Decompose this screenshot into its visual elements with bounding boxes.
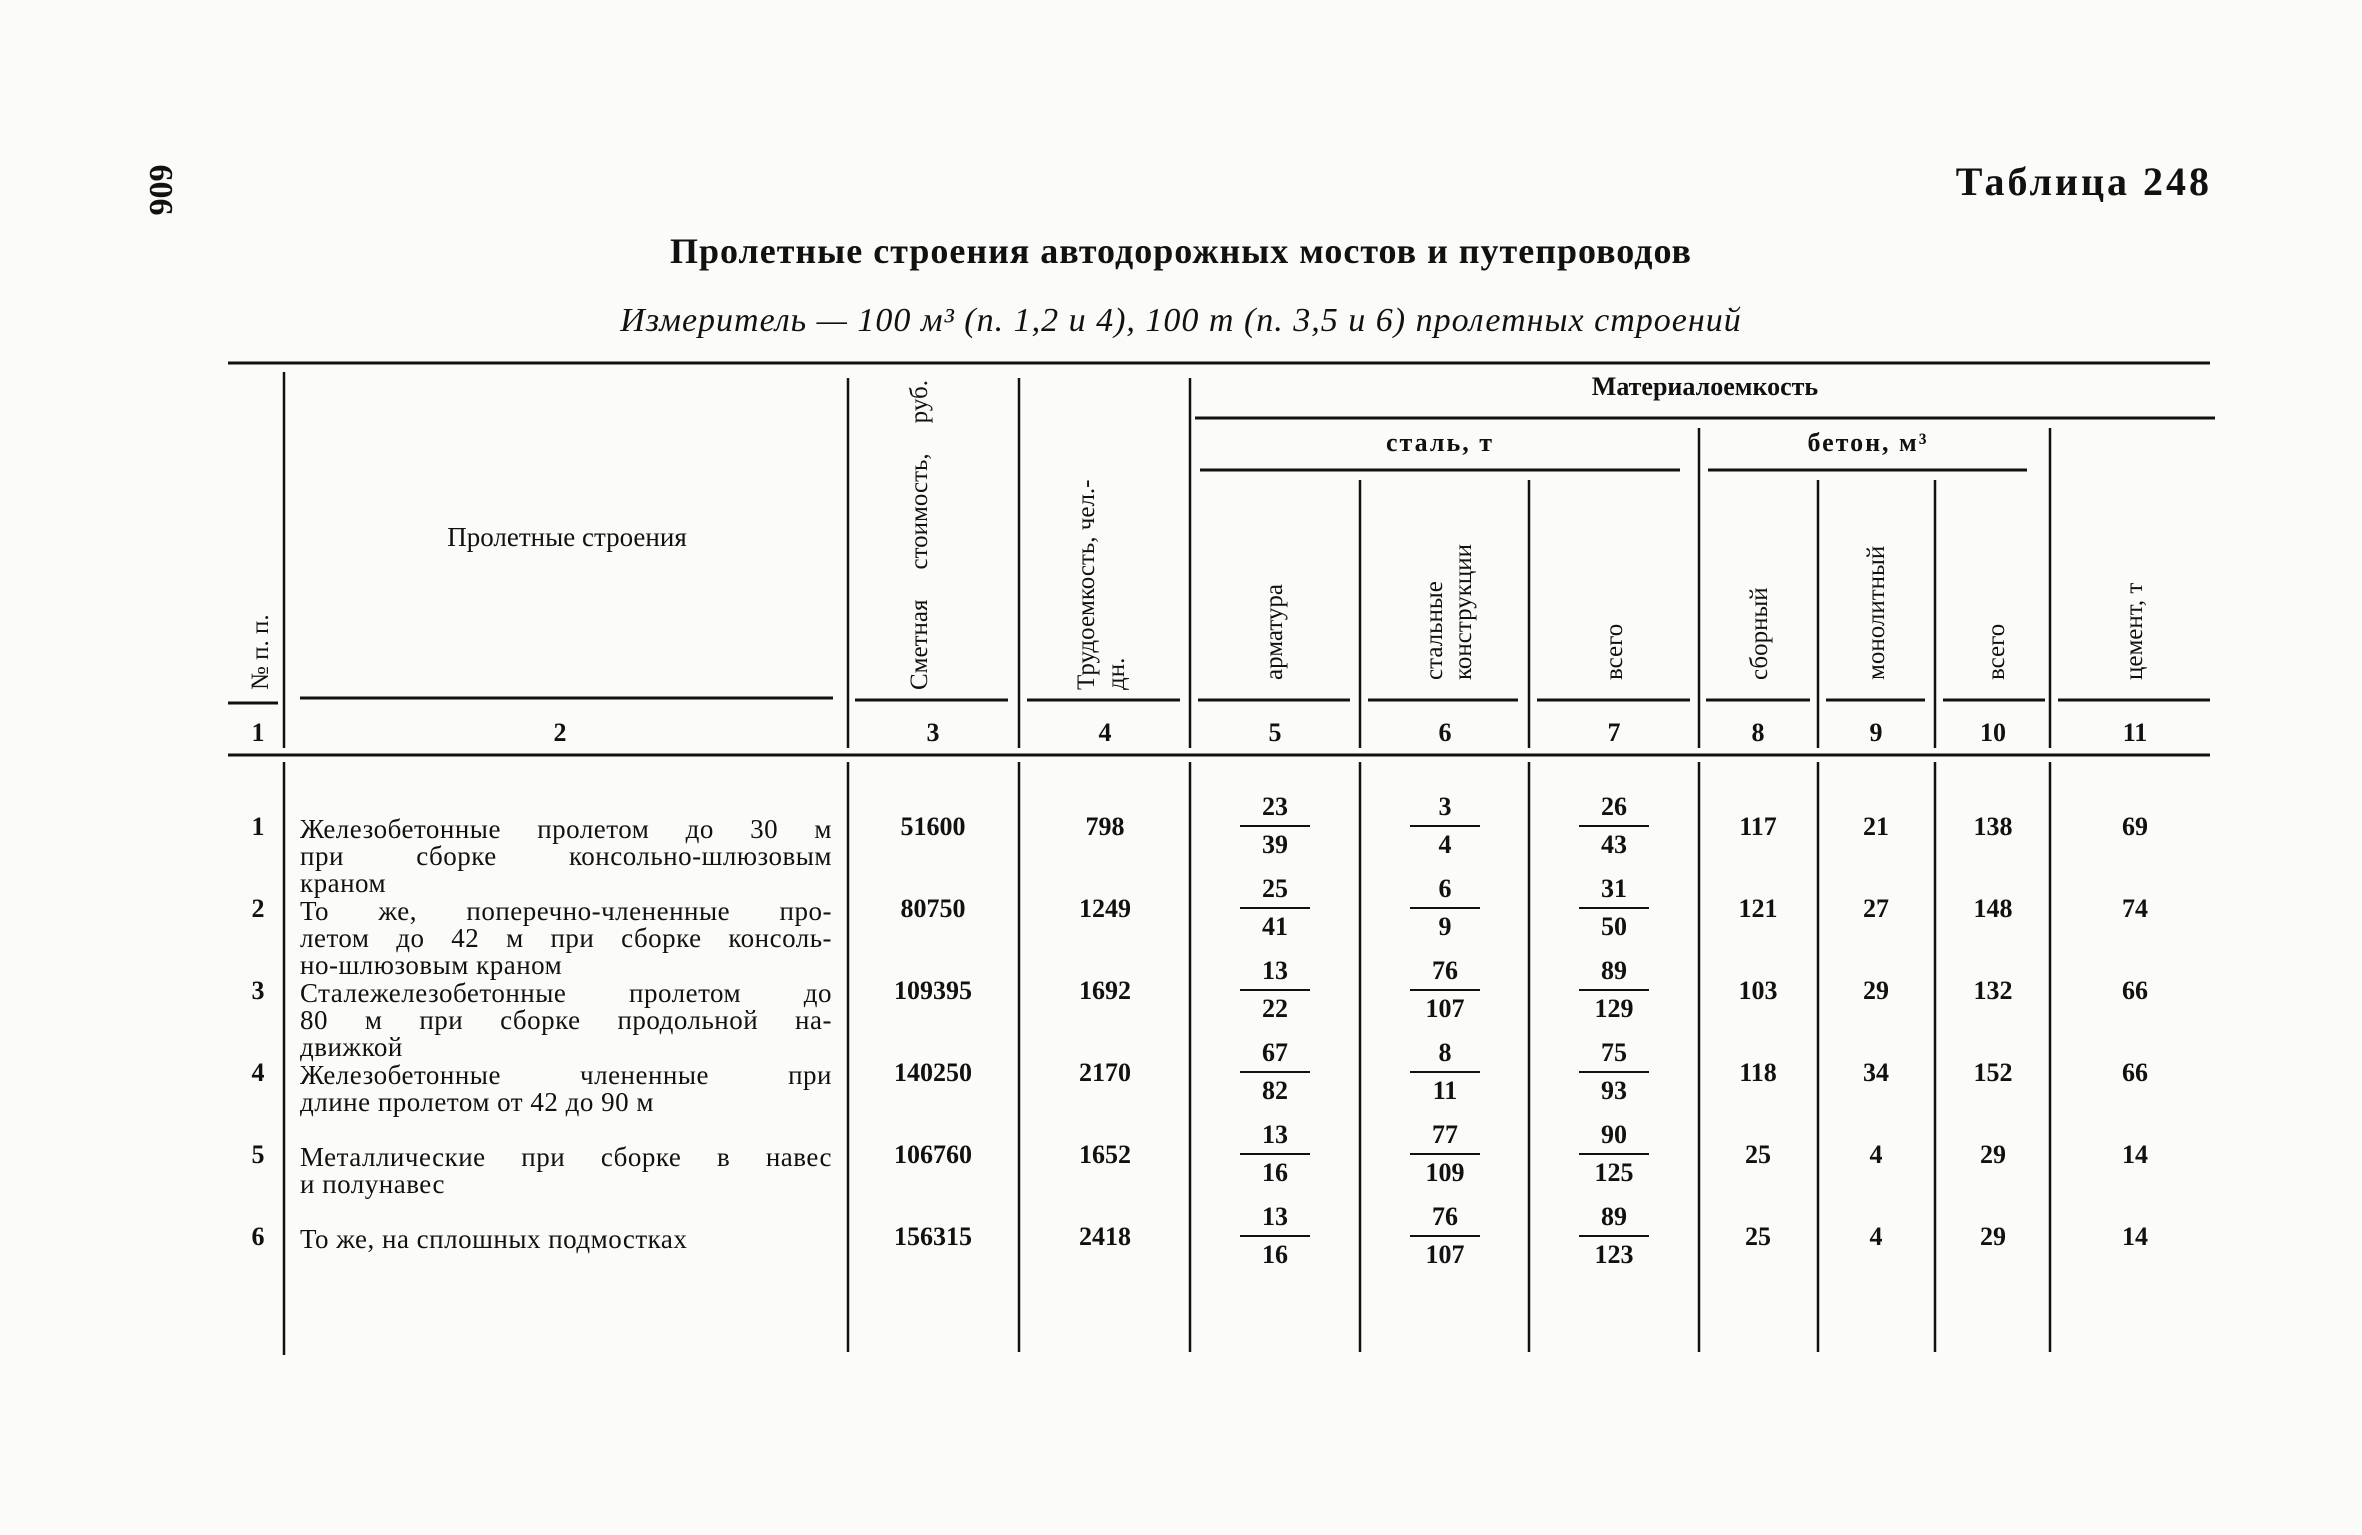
concrete-total-value: 132 xyxy=(1973,976,2013,1005)
col-number: 4 xyxy=(1098,718,1112,747)
fraction-bar xyxy=(1410,907,1480,909)
steel-structures-fraction xyxy=(1385,790,1505,862)
concrete-total-value: 138 xyxy=(1973,812,2013,841)
header-cost: Сметная стоимость, руб. xyxy=(906,380,933,690)
row-description xyxy=(300,1062,832,1116)
cost-value: 109395 xyxy=(894,976,972,1005)
fraction-numerator: 8 xyxy=(1438,1038,1452,1067)
cost-value: 140250 xyxy=(894,1058,972,1087)
fraction-bar xyxy=(1410,1235,1480,1237)
col-number: 10 xyxy=(1980,718,2006,747)
labor-value: 1692 xyxy=(1079,976,1131,1005)
precast-value: 117 xyxy=(1739,812,1777,841)
row-number: 5 xyxy=(251,1140,265,1169)
col-number: 6 xyxy=(1438,718,1452,747)
table-title: Пролетные строения автодорожных мостов и путепроводов xyxy=(669,231,1692,271)
fraction-numerator: 25 xyxy=(1262,874,1288,903)
steel-structures-fraction xyxy=(1385,1200,1505,1272)
fraction-bar xyxy=(1410,1071,1480,1073)
fraction-numerator: 6 xyxy=(1438,874,1452,903)
concrete-total-value: 29 xyxy=(1980,1222,2006,1251)
steel-total-fraction xyxy=(1554,790,1674,862)
fraction-denominator: 107 xyxy=(1425,1240,1465,1269)
labor-value: 2418 xyxy=(1079,1222,1131,1251)
row-description xyxy=(300,1144,832,1198)
fraction-numerator: 26 xyxy=(1601,792,1627,821)
fraction-denominator: 9 xyxy=(1438,912,1452,941)
fraction-bar xyxy=(1579,1235,1649,1237)
fraction-numerator: 90 xyxy=(1601,1120,1627,1149)
precast-value: 118 xyxy=(1739,1058,1777,1087)
row-description xyxy=(300,898,832,979)
fraction-numerator: 89 xyxy=(1601,956,1627,985)
fraction-numerator: 13 xyxy=(1262,956,1288,985)
fraction-bar xyxy=(1410,1153,1480,1155)
row-description xyxy=(300,1226,832,1253)
monolithic-value: 4 xyxy=(1869,1140,1883,1169)
rebar-fraction xyxy=(1215,790,1335,862)
cement-value: 66 xyxy=(2122,1058,2148,1087)
fraction-denominator: 129 xyxy=(1594,994,1634,1023)
row-number: 6 xyxy=(251,1222,265,1251)
header-cement: цемент, т xyxy=(2121,582,2148,680)
row-number: 3 xyxy=(251,976,265,1005)
row-description xyxy=(300,816,832,897)
fraction-bar xyxy=(1579,989,1649,991)
fraction-denominator: 39 xyxy=(1262,830,1288,859)
fraction-bar xyxy=(1240,1235,1310,1237)
description-line: но-шлюзовым краном xyxy=(300,950,563,980)
header-concrete-total: всего xyxy=(1983,623,2010,680)
header-labor: Трудоемкость, чел.-дн. xyxy=(1073,479,1130,690)
col-number: 7 xyxy=(1607,718,1621,747)
steel-total-fraction xyxy=(1554,1036,1674,1108)
labor-value: 798 xyxy=(1085,812,1125,841)
precast-value: 103 xyxy=(1738,976,1778,1005)
steel-total-fraction xyxy=(1554,1118,1674,1190)
header-steel: сталь, т xyxy=(1386,428,1494,457)
col-number: 11 xyxy=(2122,718,2148,747)
steel-structures-fraction xyxy=(1385,1118,1505,1190)
description-line: движкой xyxy=(300,1032,403,1062)
description-line: То же, на сплошных подмостках xyxy=(300,1224,688,1254)
col-number: 9 xyxy=(1869,718,1883,747)
cost-value: 51600 xyxy=(900,812,966,841)
row-number: 1 xyxy=(251,812,265,841)
fraction-numerator: 77 xyxy=(1432,1120,1458,1149)
fraction-denominator: 123 xyxy=(1594,1240,1634,1269)
monolithic-value: 21 xyxy=(1863,812,1889,841)
precast-value: 25 xyxy=(1745,1222,1771,1251)
header-materials: Материалоемкость xyxy=(1591,372,1819,401)
fraction-denominator: 107 xyxy=(1425,994,1465,1023)
fraction-denominator: 16 xyxy=(1262,1240,1288,1269)
labor-value: 1249 xyxy=(1079,894,1131,923)
cement-value: 69 xyxy=(2122,812,2148,841)
description-line: Железобетонные пролетом до 30 м xyxy=(300,814,832,844)
fraction-denominator: 82 xyxy=(1262,1076,1288,1105)
rebar-fraction xyxy=(1215,1036,1335,1108)
header-rebar: арматура xyxy=(1261,583,1288,680)
labor-value: 1652 xyxy=(1079,1140,1131,1169)
monolithic-value: 29 xyxy=(1863,976,1889,1005)
fraction-numerator: 13 xyxy=(1262,1120,1288,1149)
monolithic-value: 27 xyxy=(1863,894,1889,923)
fraction-bar xyxy=(1579,1153,1649,1155)
header-steel-total: всего xyxy=(1601,623,1628,680)
fraction-denominator: 93 xyxy=(1601,1076,1627,1105)
description-line: и полунавес xyxy=(300,1169,445,1199)
cost-value: 156315 xyxy=(894,1222,972,1251)
labor-value: 2170 xyxy=(1079,1058,1131,1087)
concrete-total-value: 148 xyxy=(1973,894,2013,923)
precast-value: 25 xyxy=(1745,1140,1771,1169)
fraction-numerator: 75 xyxy=(1601,1038,1627,1067)
fraction-bar xyxy=(1240,1153,1310,1155)
fraction-numerator: 76 xyxy=(1432,1202,1458,1231)
monolithic-value: 34 xyxy=(1863,1058,1889,1087)
fraction-bar xyxy=(1240,907,1310,909)
fraction-numerator: 31 xyxy=(1601,874,1627,903)
description-line: длине пролетом от 42 до 90 м xyxy=(300,1087,654,1117)
fraction-numerator: 13 xyxy=(1262,1202,1288,1231)
description-line: при сборке консольно-шлюзовым xyxy=(300,841,832,871)
rebar-fraction xyxy=(1215,872,1335,944)
cost-value: 80750 xyxy=(900,894,966,923)
cement-value: 14 xyxy=(2122,1140,2148,1169)
description-line: То же, поперечно-члененные про- xyxy=(300,896,832,926)
concrete-total-value: 29 xyxy=(1980,1140,2006,1169)
fraction-denominator: 22 xyxy=(1262,994,1288,1023)
fraction-bar xyxy=(1410,825,1480,827)
description-line: Металлические при сборке в навес xyxy=(300,1142,832,1172)
fraction-bar xyxy=(1579,825,1649,827)
table-subtitle: Измеритель — 100 м³ (п. 1,2 и 4), 100 т (п. 3,5 и 6) пролетных строений xyxy=(620,302,1742,339)
row-description xyxy=(300,980,832,1061)
fraction-bar xyxy=(1579,1071,1649,1073)
cement-value: 66 xyxy=(2122,976,2148,1005)
description-line: Сталежелезобетонные пролетом до xyxy=(300,978,832,1008)
rebar-fraction xyxy=(1215,1200,1335,1272)
cost-value: 106760 xyxy=(894,1140,972,1169)
fraction-numerator: 3 xyxy=(1438,792,1452,821)
steel-total-fraction xyxy=(1554,872,1674,944)
steel-total-fraction xyxy=(1554,1200,1674,1272)
fraction-denominator: 41 xyxy=(1262,912,1288,941)
cement-value: 74 xyxy=(2122,894,2148,923)
col-number: 3 xyxy=(926,718,940,747)
steel-structures-fraction xyxy=(1385,872,1505,944)
col-number: 2 xyxy=(553,718,567,747)
fraction-denominator: 109 xyxy=(1425,1158,1465,1187)
fraction-denominator: 50 xyxy=(1601,912,1627,941)
row-number: 4 xyxy=(251,1058,265,1087)
table-number: Таблица 248 xyxy=(1955,159,2212,204)
col-number: 8 xyxy=(1751,718,1765,747)
page-number: 606 xyxy=(142,164,179,216)
fraction-denominator: 11 xyxy=(1432,1076,1458,1105)
fraction-denominator: 43 xyxy=(1601,830,1627,859)
monolithic-value: 4 xyxy=(1869,1222,1883,1251)
col-number: 5 xyxy=(1268,718,1282,747)
fraction-numerator: 76 xyxy=(1432,956,1458,985)
fraction-numerator: 23 xyxy=(1262,792,1288,821)
steel-total-fraction xyxy=(1554,954,1674,1026)
description-line: краном xyxy=(300,868,387,898)
steel-structures-fraction xyxy=(1385,954,1505,1026)
fraction-denominator: 16 xyxy=(1262,1158,1288,1187)
row-number: 2 xyxy=(251,894,265,923)
fraction-numerator: 89 xyxy=(1601,1202,1627,1231)
description-line: Железобетонные члененные при xyxy=(300,1060,832,1090)
header-precast: сборный xyxy=(1746,587,1773,680)
fraction-numerator: 67 xyxy=(1262,1038,1288,1067)
precast-value: 121 xyxy=(1738,894,1778,923)
rebar-fraction xyxy=(1215,954,1335,1026)
cement-value: 14 xyxy=(2122,1222,2148,1251)
header-concrete: бетон, м³ xyxy=(1807,428,1929,457)
fraction-bar xyxy=(1579,907,1649,909)
description-line: 80 м при сборке продольной на- xyxy=(300,1005,832,1035)
fraction-bar xyxy=(1240,1071,1310,1073)
fraction-denominator: 4 xyxy=(1438,830,1452,859)
fraction-bar xyxy=(1240,825,1310,827)
description-line: летом до 42 м при сборке консоль- xyxy=(300,923,832,953)
header-no: № п. п. xyxy=(247,614,274,690)
col-number: 1 xyxy=(251,718,265,747)
fraction-bar xyxy=(1240,989,1310,991)
steel-structures-fraction xyxy=(1385,1036,1505,1108)
header-steel-structures: стальные конструкции xyxy=(1421,543,1477,680)
fraction-denominator: 125 xyxy=(1594,1158,1634,1187)
header-monolithic: монолитный xyxy=(1863,545,1890,680)
fraction-bar xyxy=(1410,989,1480,991)
header-name: Пролетные строения xyxy=(447,522,687,552)
concrete-total-value: 152 xyxy=(1973,1058,2013,1087)
rebar-fraction xyxy=(1215,1118,1335,1190)
